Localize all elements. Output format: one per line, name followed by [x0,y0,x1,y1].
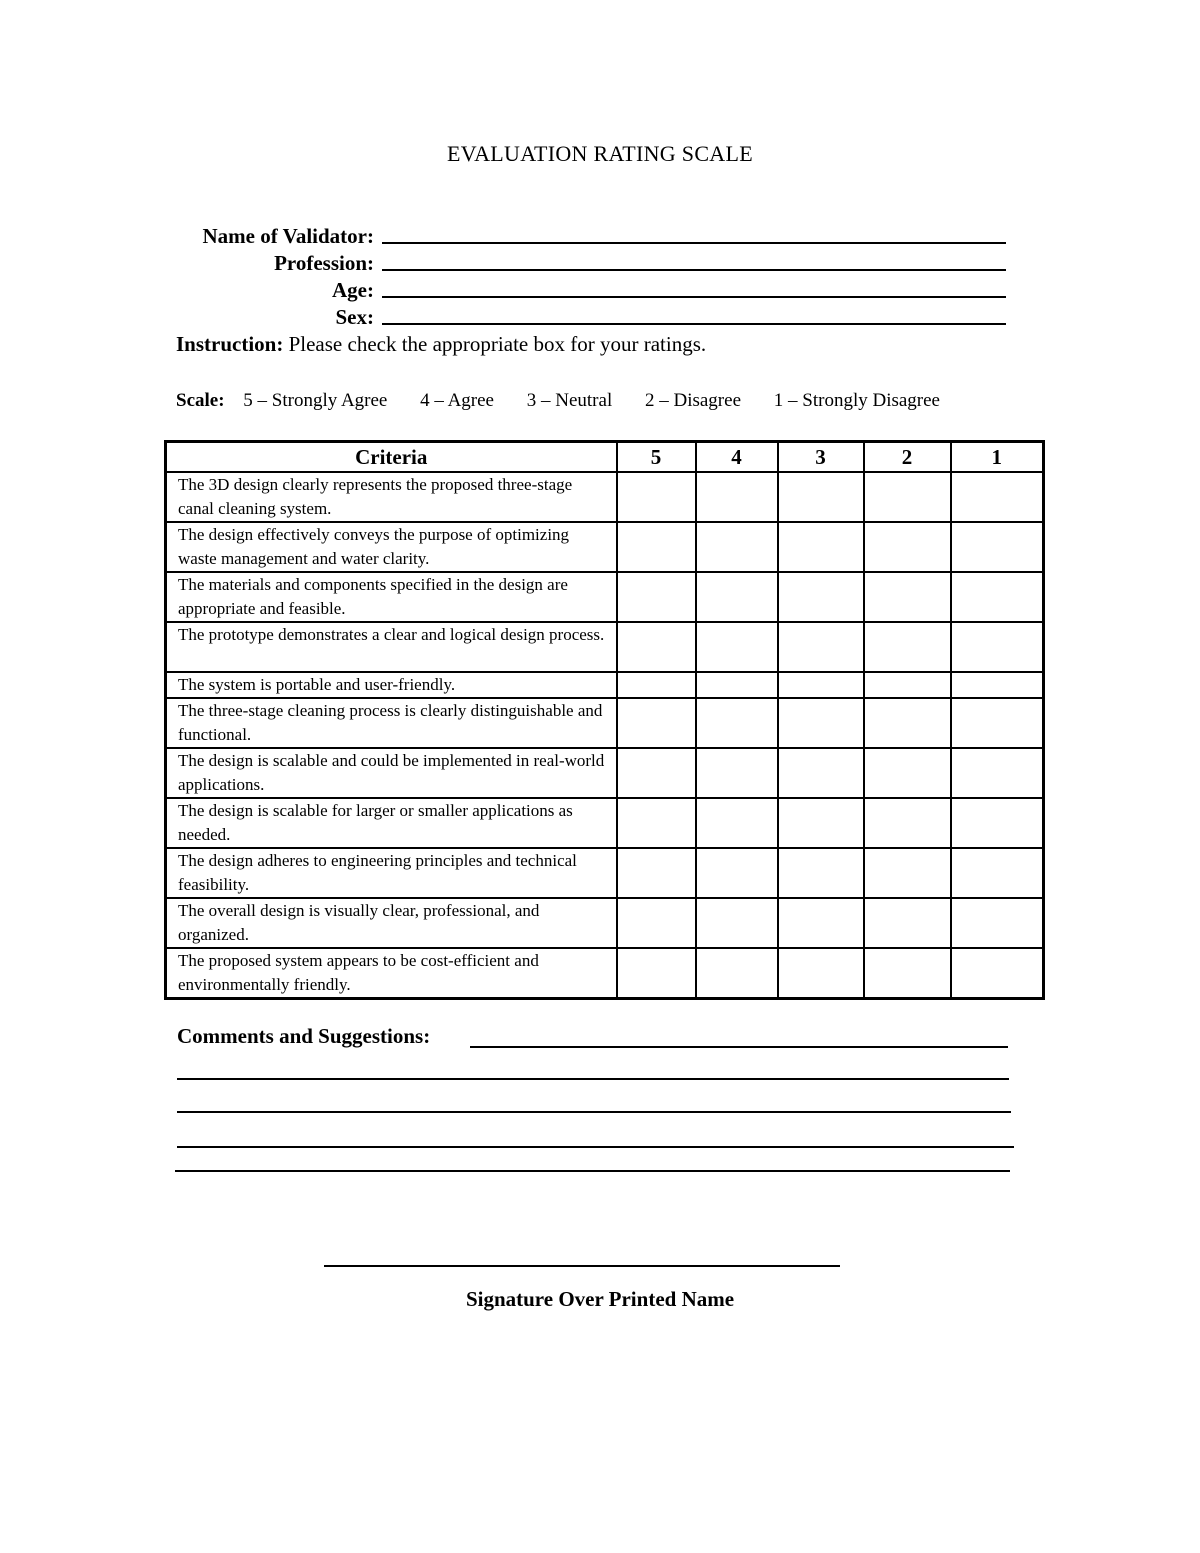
rating-5-box[interactable] [617,572,696,622]
rating-4-box[interactable] [696,572,778,622]
rating-4-box[interactable] [696,672,778,698]
rating-3-box[interactable] [778,572,864,622]
rating-1-box[interactable] [951,672,1044,698]
rating-3-box[interactable] [778,898,864,948]
rating-1-box[interactable] [951,698,1044,748]
rating-4-box[interactable] [696,522,778,572]
criteria-cell: The design is scalable for larger or smaller applications as needed. [166,798,617,848]
table-header-row [166,442,1044,473]
rating-3-box[interactable] [778,948,864,999]
rating-1-header: 1 [951,442,1044,473]
instruction [176,332,706,357]
scale-item-2: 2 – Disagree [644,390,742,411]
rating-2-box[interactable] [864,948,951,999]
sex-label: Sex: [335,305,374,329]
scale-legend [176,390,940,412]
rating-2-box[interactable] [864,898,951,948]
rating-1-box[interactable] [951,948,1044,999]
rating-5-box[interactable] [617,698,696,748]
criteria-cell: The overall design is visually clear, professional, and organized. [166,898,617,948]
criteria-cell: The system is portable and user-friendly. [166,672,617,698]
table-row [166,522,1044,572]
scale-item-5: 5 – Strongly Agree [243,390,388,411]
scale-label: Scale: [176,390,225,411]
comments-line[interactable] [470,1046,1008,1048]
rating-2-box[interactable] [864,672,951,698]
rating-5-box[interactable] [617,672,696,698]
rating-2-box[interactable] [864,622,951,672]
age-field[interactable] [382,296,1006,298]
rating-5-box[interactable] [617,748,696,798]
rating-4-box[interactable] [696,898,778,948]
table-row [166,748,1044,798]
page-title: EVALUATION RATING SCALE [447,141,753,166]
comments-line[interactable] [177,1146,1014,1148]
rating-4-box[interactable] [696,698,778,748]
rating-2-box[interactable] [864,472,951,522]
validator-name-field[interactable] [382,242,1006,244]
rating-table [164,440,1045,1000]
criteria-cell: The 3D design clearly represents the proposed three-stage canal cleaning system. [166,472,617,522]
rating-5-box[interactable] [617,622,696,672]
table-row [166,898,1044,948]
rating-1-box[interactable] [951,622,1044,672]
rating-3-header: 3 [778,442,864,473]
table-row [166,472,1044,522]
criteria-cell: The design is scalable and could be implemented in real-world applications. [166,748,617,798]
table-row [166,798,1044,848]
rating-1-box[interactable] [951,572,1044,622]
rating-4-box[interactable] [696,472,778,522]
rating-2-box[interactable] [864,522,951,572]
rating-3-box[interactable] [778,522,864,572]
rating-5-box[interactable] [617,472,696,522]
signature-line[interactable] [324,1265,840,1267]
instruction-text: Please check the appropriate box for your ratings. [283,332,707,356]
rating-2-box[interactable] [864,798,951,848]
rating-4-box[interactable] [696,622,778,672]
rating-2-box[interactable] [864,848,951,898]
rating-2-header: 2 [864,442,951,473]
table-row [166,848,1044,898]
rating-4-box[interactable] [696,848,778,898]
scale-item-3: 3 – Neutral [526,390,613,411]
rating-2-box[interactable] [864,698,951,748]
table-row [166,948,1044,999]
profession-label: Profession: [274,251,374,275]
criteria-cell: The materials and components specified in the design are appropriate and feasible. [166,572,617,622]
table-row [166,622,1044,672]
rating-5-box[interactable] [617,948,696,999]
age-label: Age: [332,278,374,302]
table-row [166,672,1044,698]
rating-4-box[interactable] [696,798,778,848]
criteria-cell: The design effectively conveys the purpose of optimizing waste management and water clarity. [166,522,617,572]
rating-3-box[interactable] [778,748,864,798]
scale-item-1: 1 – Strongly Disagree [773,390,940,411]
criteria-cell: The three-stage cleaning process is clearly distinguishable and functional. [166,698,617,748]
rating-5-box[interactable] [617,522,696,572]
rating-1-box[interactable] [951,748,1044,798]
table-row [166,698,1044,748]
rating-3-box[interactable] [778,798,864,848]
rating-4-box[interactable] [696,948,778,999]
instruction-label: Instruction: [176,332,284,356]
signature-label: Signature Over Printed Name [465,1287,735,1311]
criteria-cell: The proposed system appears to be cost-efficient and environmentally friendly. [166,948,617,999]
rating-2-box[interactable] [864,572,951,622]
sex-field[interactable] [382,323,1006,325]
rating-1-box[interactable] [951,798,1044,848]
profession-field[interactable] [382,269,1006,271]
rating-2-box[interactable] [864,748,951,798]
rating-5-header: 5 [617,442,696,473]
scale-item-4: 4 – Agree [420,390,494,411]
comments-line[interactable] [177,1111,1011,1113]
rating-5-box[interactable] [617,898,696,948]
rating-4-header: 4 [696,442,778,473]
rating-1-box[interactable] [951,848,1044,898]
table-row [166,572,1044,622]
rating-4-box[interactable] [696,748,778,798]
rating-1-box[interactable] [951,522,1044,572]
comments-label: Comments and Suggestions: [177,1024,431,1048]
comments-line[interactable] [177,1078,1009,1080]
rating-3-box[interactable] [778,472,864,522]
validator-name-label: Name of Validator: [202,224,374,248]
rating-3-box[interactable] [778,672,864,698]
rating-1-box[interactable] [951,472,1044,522]
comments-line[interactable] [175,1170,1010,1172]
rating-5-box[interactable] [617,848,696,898]
rating-5-box[interactable] [617,798,696,848]
criteria-cell: The prototype demonstrates a clear and logical design process. [166,622,617,672]
rating-3-box[interactable] [778,848,864,898]
rating-3-box[interactable] [778,622,864,672]
rating-3-box[interactable] [778,698,864,748]
criteria-header: Criteria [166,442,617,473]
rating-1-box[interactable] [951,898,1044,948]
criteria-cell: The design adheres to engineering principles and technical feasibility. [166,848,617,898]
